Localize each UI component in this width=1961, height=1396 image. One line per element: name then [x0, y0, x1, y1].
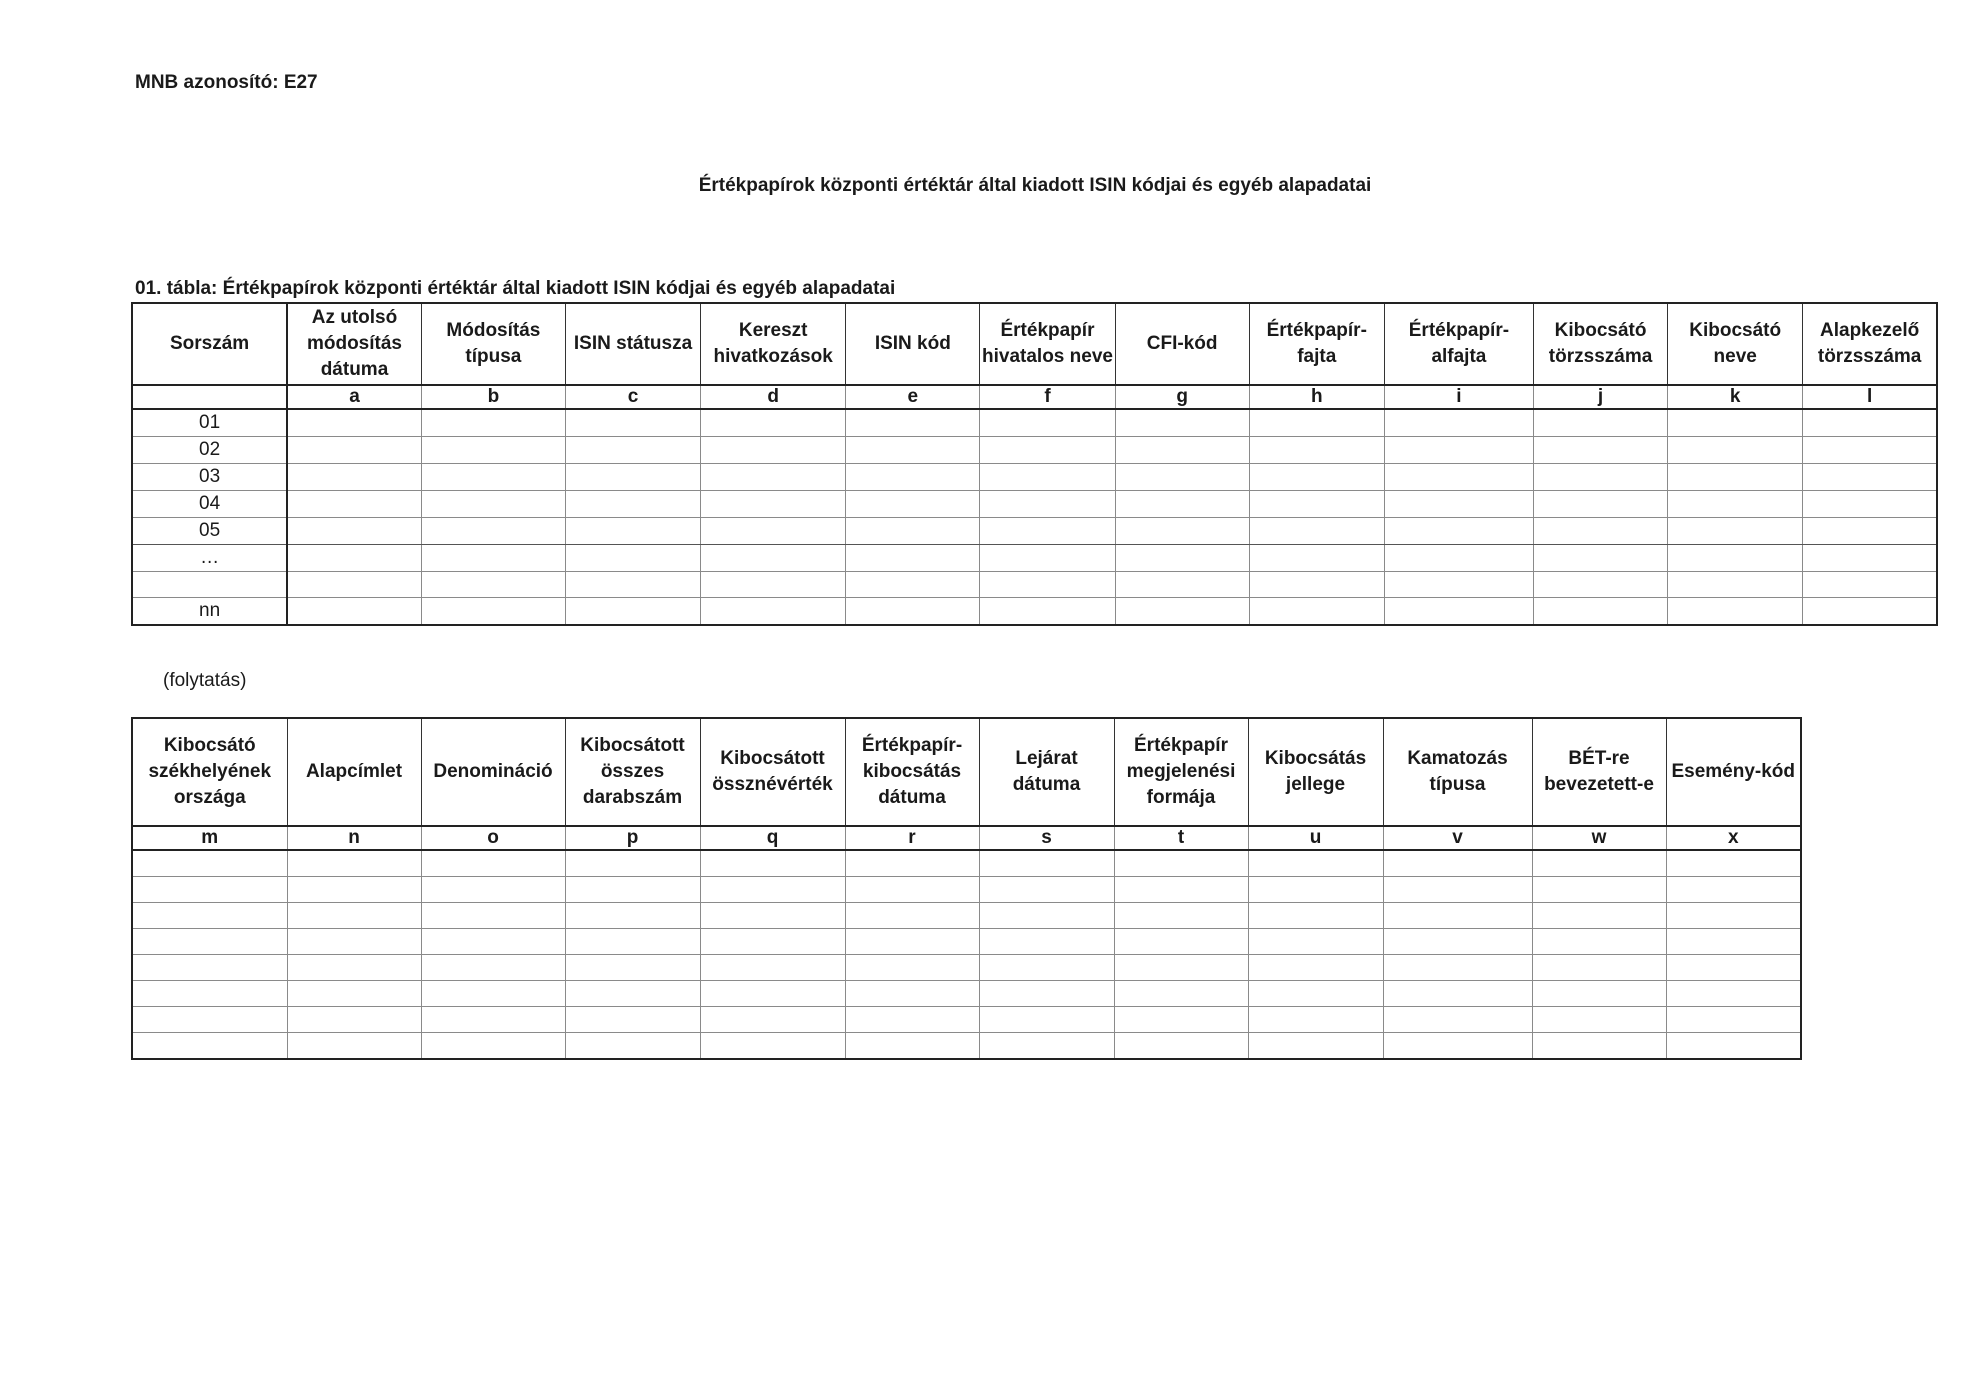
table2-cell-r[interactable] — [845, 955, 979, 981]
sorszam-code-cell — [132, 385, 287, 409]
table2-cell-o[interactable] — [421, 1033, 565, 1060]
table1-cell-g[interactable] — [1115, 437, 1249, 464]
table1-cell-d[interactable] — [701, 545, 846, 572]
table1-cell-l[interactable] — [1803, 572, 1937, 598]
table1-cell-g[interactable] — [1115, 572, 1249, 598]
table2-cell-r[interactable] — [845, 1033, 979, 1060]
table2-cell-u[interactable] — [1248, 1007, 1383, 1033]
table2-col-header-m: Kibocsátó székhelyének országa — [132, 718, 287, 826]
table1-cell-c[interactable] — [565, 409, 700, 437]
row-number: 02 — [132, 437, 287, 464]
table-row — [132, 850, 1801, 877]
table1-cell-e[interactable] — [846, 491, 980, 518]
table2-cell-x[interactable] — [1666, 955, 1801, 981]
table2-cell-t[interactable] — [1114, 850, 1248, 877]
table2-cell-q[interactable] — [700, 903, 845, 929]
table2-col-header-s: Lejárat dátuma — [979, 718, 1114, 826]
table1-cell-i[interactable] — [1384, 464, 1533, 491]
table2-cell-v[interactable] — [1383, 877, 1532, 903]
table2-col-code-v: v — [1383, 826, 1532, 850]
table1-cell-j[interactable] — [1533, 409, 1667, 437]
table1-cell-a[interactable] — [287, 545, 421, 572]
table2-cell-p[interactable] — [565, 1033, 700, 1060]
table2-cell-u[interactable] — [1248, 1033, 1383, 1060]
table1-cell-e[interactable] — [846, 545, 980, 572]
table2-cell-x[interactable] — [1666, 850, 1801, 877]
table1-cell-j[interactable] — [1533, 464, 1667, 491]
table1-cell-d[interactable] — [701, 464, 846, 491]
table2-cell-n[interactable] — [287, 1007, 421, 1033]
table1-cell-j[interactable] — [1533, 598, 1667, 626]
table2-col-code-r: r — [845, 826, 979, 850]
table2-cell-m[interactable] — [132, 877, 287, 903]
table1-cell-k[interactable] — [1668, 545, 1803, 572]
table2-cell-m[interactable] — [132, 981, 287, 1007]
table1-cell-h[interactable] — [1249, 464, 1384, 491]
table1-cell-l[interactable] — [1803, 518, 1937, 545]
table2-cell-n[interactable] — [287, 929, 421, 955]
table1 — [131, 302, 1938, 626]
table2-cell-p[interactable] — [565, 1007, 700, 1033]
table2-cell-v[interactable] — [1383, 955, 1532, 981]
table2-cell-x[interactable] — [1666, 903, 1801, 929]
table1-cell-i[interactable] — [1384, 545, 1533, 572]
table1-cell-a[interactable] — [287, 464, 421, 491]
table2-col-header-p: Kibocsátott összes darabszám — [565, 718, 700, 826]
table1-col-header-c: ISIN státusza — [565, 303, 700, 385]
table2-col-header-v: Kamatozás típusa — [1383, 718, 1532, 826]
row-number: 05 — [132, 518, 287, 545]
table2-cell-t[interactable] — [1114, 929, 1248, 955]
table2-cell-n[interactable] — [287, 903, 421, 929]
table1-cell-h[interactable] — [1249, 598, 1384, 626]
table2-cell-p[interactable] — [565, 981, 700, 1007]
table2-cell-q[interactable] — [700, 929, 845, 955]
table1-cell-k[interactable] — [1668, 437, 1803, 464]
table1-cell-c[interactable] — [565, 518, 700, 545]
continuation-label: (folytatás) — [163, 670, 247, 691]
table2-cell-r[interactable] — [845, 903, 979, 929]
table-row — [132, 929, 1801, 955]
table-row — [132, 409, 1937, 437]
table1-col-header-g: CFI-kód — [1115, 303, 1249, 385]
table1-cell-h[interactable] — [1249, 491, 1384, 518]
table1-cell-k[interactable] — [1668, 572, 1803, 598]
table2-cell-v[interactable] — [1383, 850, 1532, 877]
table-row — [132, 572, 1937, 598]
table1-col-header-j: Kibocsátó törzsszáma — [1533, 303, 1667, 385]
table-row — [132, 545, 1937, 572]
table1-cell-l[interactable] — [1803, 491, 1937, 518]
table1-cell-g[interactable] — [1115, 545, 1249, 572]
table2-cell-w[interactable] — [1532, 955, 1666, 981]
table2-cell-x[interactable] — [1666, 1033, 1801, 1060]
table1-cell-h[interactable] — [1249, 409, 1384, 437]
table2-cell-u[interactable] — [1248, 903, 1383, 929]
table1-cell-j[interactable] — [1533, 518, 1667, 545]
table-row — [132, 903, 1801, 929]
table1-col-code-i: i — [1384, 385, 1533, 409]
table1-col-code-e: e — [846, 385, 980, 409]
table2-col-header-r: Értékpapír-kibocsátás dátuma — [845, 718, 979, 826]
table2-cell-s[interactable] — [979, 1007, 1114, 1033]
table1-cell-f[interactable] — [980, 409, 1115, 437]
table1-col-code-h: h — [1249, 385, 1384, 409]
table1-cell-a[interactable] — [287, 409, 421, 437]
table2-cell-o[interactable] — [421, 929, 565, 955]
table1-cell-d[interactable] — [701, 437, 846, 464]
table2-col-code-m: m — [132, 826, 287, 850]
table-row — [132, 464, 1937, 491]
table2-cell-w[interactable] — [1532, 981, 1666, 1007]
table2-col-code-t: t — [1114, 826, 1248, 850]
table2-cell-x[interactable] — [1666, 929, 1801, 955]
table1-cell-b[interactable] — [421, 464, 565, 491]
table2-cell-s[interactable] — [979, 903, 1114, 929]
table1-col-header-e: ISIN kód — [846, 303, 980, 385]
table2-cell-q[interactable] — [700, 850, 845, 877]
table2-cell-w[interactable] — [1532, 850, 1666, 877]
table2-col-header-w: BÉT-re bevezetett-e — [1532, 718, 1666, 826]
table1-cell-l[interactable] — [1803, 545, 1937, 572]
table2-cell-r[interactable] — [845, 850, 979, 877]
table2-cell-t[interactable] — [1114, 903, 1248, 929]
table2-col-code-w: w — [1532, 826, 1666, 850]
table1-cell-f[interactable] — [980, 518, 1115, 545]
table1-cell-f[interactable] — [980, 464, 1115, 491]
table1-cell-b[interactable] — [421, 572, 565, 598]
table1-cell-b[interactable] — [421, 491, 565, 518]
table1-cell-f[interactable] — [980, 437, 1115, 464]
table1-cell-c[interactable] — [565, 437, 700, 464]
table2-cell-v[interactable] — [1383, 1007, 1532, 1033]
table2-cell-q[interactable] — [700, 981, 845, 1007]
table1-col-header-d: Kereszt hivatkozások — [701, 303, 846, 385]
table1-cell-c[interactable] — [565, 572, 700, 598]
table2-cell-s[interactable] — [979, 981, 1114, 1007]
table1-col-code-b: b — [421, 385, 565, 409]
table1-col-header-h: Értékpapír-fajta — [1249, 303, 1384, 385]
table2-cell-u[interactable] — [1248, 877, 1383, 903]
table1-cell-i[interactable] — [1384, 572, 1533, 598]
table2-cell-m[interactable] — [132, 1007, 287, 1033]
table2-cell-m[interactable] — [132, 903, 287, 929]
table2-col-header-x: Esemény-kód — [1666, 718, 1801, 826]
table1-cell-a[interactable] — [287, 572, 421, 598]
table2-cell-x[interactable] — [1666, 981, 1801, 1007]
sorszam-header: Sorszám — [132, 303, 287, 385]
table2-cell-w[interactable] — [1532, 877, 1666, 903]
table1-caption: 01. tábla: Értékpapírok központi értéktár által kiadott ISIN kódjai és egyéb alapadatai — [135, 278, 896, 299]
table1-cell-l[interactable] — [1803, 464, 1937, 491]
table1-col-code-k: k — [1668, 385, 1803, 409]
table2-cell-n[interactable] — [287, 877, 421, 903]
table2-col-header-o: Denomináció — [421, 718, 565, 826]
row-number: 03 — [132, 464, 287, 491]
table2-cell-u[interactable] — [1248, 929, 1383, 955]
table2-cell-p[interactable] — [565, 903, 700, 929]
table1-cell-l[interactable] — [1803, 409, 1937, 437]
row-number: … — [132, 545, 287, 572]
table-row — [132, 1033, 1801, 1060]
table1-col-header-k: Kibocsátó neve — [1668, 303, 1803, 385]
table2-cell-o[interactable] — [421, 955, 565, 981]
table2-cell-r[interactable] — [845, 877, 979, 903]
table2-cell-m[interactable] — [132, 929, 287, 955]
table1-cell-b[interactable] — [421, 545, 565, 572]
table1-col-header-b: Módosítás típusa — [421, 303, 565, 385]
table1-cell-c[interactable] — [565, 491, 700, 518]
table2-cell-t[interactable] — [1114, 981, 1248, 1007]
table-row — [132, 491, 1937, 518]
table1-cell-d[interactable] — [701, 572, 846, 598]
table2-cell-o[interactable] — [421, 981, 565, 1007]
table2-cell-o[interactable] — [421, 903, 565, 929]
table1-col-header-l: Alapkezelő törzsszáma — [1803, 303, 1937, 385]
table1-cell-k[interactable] — [1668, 491, 1803, 518]
table1-cell-l[interactable] — [1803, 437, 1937, 464]
table1-cell-a[interactable] — [287, 491, 421, 518]
table1-cell-l[interactable] — [1803, 598, 1937, 626]
table1-cell-j[interactable] — [1533, 491, 1667, 518]
table2-cell-m[interactable] — [132, 1033, 287, 1060]
table1-col-code-j: j — [1533, 385, 1667, 409]
table1-cell-c[interactable] — [565, 598, 700, 626]
table-row — [132, 1007, 1801, 1033]
table2-col-code-o: o — [421, 826, 565, 850]
table2-cell-s[interactable] — [979, 877, 1114, 903]
table1-col-header-i: Értékpapír-alfajta — [1384, 303, 1533, 385]
table2-cell-p[interactable] — [565, 850, 700, 877]
table2-cell-s[interactable] — [979, 929, 1114, 955]
table1-cell-j[interactable] — [1533, 437, 1667, 464]
table2-cell-q[interactable] — [700, 1033, 845, 1060]
table1-cell-c[interactable] — [565, 545, 700, 572]
table1-cell-h[interactable] — [1249, 545, 1384, 572]
table1-cell-b[interactable] — [421, 409, 565, 437]
table2-cell-p[interactable] — [565, 955, 700, 981]
table1-cell-i[interactable] — [1384, 598, 1533, 626]
table1-cell-a[interactable] — [287, 518, 421, 545]
table1-cell-g[interactable] — [1115, 598, 1249, 626]
table1-cell-e[interactable] — [846, 598, 980, 626]
table1-cell-d[interactable] — [701, 598, 846, 626]
table1-col-code-d: d — [701, 385, 846, 409]
table1-cell-e[interactable] — [846, 572, 980, 598]
table2-cell-q[interactable] — [700, 955, 845, 981]
table2-cell-w[interactable] — [1532, 903, 1666, 929]
table2-col-code-x: x — [1666, 826, 1801, 850]
row-number: 01 — [132, 409, 287, 437]
table2-cell-x[interactable] — [1666, 1007, 1801, 1033]
table1-cell-f[interactable] — [980, 572, 1115, 598]
table2-col-code-n: n — [287, 826, 421, 850]
table2-cell-v[interactable] — [1383, 929, 1532, 955]
table1-cell-j[interactable] — [1533, 545, 1667, 572]
table-row — [132, 437, 1937, 464]
table1-cell-a[interactable] — [287, 598, 421, 626]
table2 — [131, 717, 1802, 1060]
table1-cell-f[interactable] — [980, 598, 1115, 626]
table2-cell-o[interactable] — [421, 1007, 565, 1033]
table2-cell-o[interactable] — [421, 850, 565, 877]
table2-col-code-q: q — [700, 826, 845, 850]
table1-cell-b[interactable] — [421, 437, 565, 464]
table1-cell-b[interactable] — [421, 598, 565, 626]
table2-cell-n[interactable] — [287, 981, 421, 1007]
table1-cell-g[interactable] — [1115, 518, 1249, 545]
table2-col-header-q: Kibocsátott össznévérték — [700, 718, 845, 826]
table2-cell-r[interactable] — [845, 1007, 979, 1033]
table2-cell-t[interactable] — [1114, 1033, 1248, 1060]
table1-cell-c[interactable] — [565, 464, 700, 491]
table1-cell-i[interactable] — [1384, 437, 1533, 464]
table2-cell-s[interactable] — [979, 955, 1114, 981]
table2-cell-m[interactable] — [132, 850, 287, 877]
table1-col-code-f: f — [980, 385, 1115, 409]
table2-col-code-p: p — [565, 826, 700, 850]
table2-cell-r[interactable] — [845, 929, 979, 955]
table1-cell-h[interactable] — [1249, 437, 1384, 464]
table2-cell-u[interactable] — [1248, 955, 1383, 981]
table2-cell-q[interactable] — [700, 1007, 845, 1033]
table2-cell-p[interactable] — [565, 877, 700, 903]
table1-col-code-c: c — [565, 385, 700, 409]
table1-cell-k[interactable] — [1668, 518, 1803, 545]
table2-cell-s[interactable] — [979, 850, 1114, 877]
table2-cell-r[interactable] — [845, 981, 979, 1007]
table2-cell-o[interactable] — [421, 877, 565, 903]
table2-cell-u[interactable] — [1248, 981, 1383, 1007]
row-number: nn — [132, 598, 287, 626]
table2-col-code-u: u — [1248, 826, 1383, 850]
table2-cell-m[interactable] — [132, 955, 287, 981]
table1-cell-k[interactable] — [1668, 598, 1803, 626]
table2-cell-q[interactable] — [700, 877, 845, 903]
table2-col-header-u: Kibocsátás jellege — [1248, 718, 1383, 826]
table2-cell-n[interactable] — [287, 850, 421, 877]
table1-col-header-a: Az utolsó módosítás dátuma — [287, 303, 421, 385]
table2-cell-w[interactable] — [1532, 1033, 1666, 1060]
table2-cell-t[interactable] — [1114, 877, 1248, 903]
table2-cell-n[interactable] — [287, 1033, 421, 1060]
table2-cell-v[interactable] — [1383, 981, 1532, 1007]
table1-cell-e[interactable] — [846, 409, 980, 437]
row-number — [132, 572, 287, 598]
table2-col-header-n: Alapcímlet — [287, 718, 421, 826]
table1-cell-i[interactable] — [1384, 518, 1533, 545]
table-row — [132, 598, 1937, 626]
table2-cell-w[interactable] — [1532, 929, 1666, 955]
table1-cell-g[interactable] — [1115, 491, 1249, 518]
table2-cell-p[interactable] — [565, 929, 700, 955]
table1-cell-d[interactable] — [701, 518, 846, 545]
table1-cell-e[interactable] — [846, 518, 980, 545]
table2-cell-u[interactable] — [1248, 850, 1383, 877]
table2-cell-t[interactable] — [1114, 955, 1248, 981]
mnb-identifier: MNB azonosító: E27 — [135, 72, 318, 93]
table1-cell-k[interactable] — [1668, 464, 1803, 491]
table1-col-header-f: Értékpapír hivatalos neve — [980, 303, 1115, 385]
table1-cell-h[interactable] — [1249, 518, 1384, 545]
table-row — [132, 981, 1801, 1007]
table-row — [132, 877, 1801, 903]
table1-cell-k[interactable] — [1668, 409, 1803, 437]
table-row — [132, 955, 1801, 981]
table1-cell-b[interactable] — [421, 518, 565, 545]
table1-cell-j[interactable] — [1533, 572, 1667, 598]
table1-cell-g[interactable] — [1115, 464, 1249, 491]
table2-cell-s[interactable] — [979, 1033, 1114, 1060]
table1-cell-e[interactable] — [846, 437, 980, 464]
table1-cell-h[interactable] — [1249, 572, 1384, 598]
table2-cell-w[interactable] — [1532, 1007, 1666, 1033]
table1-cell-d[interactable] — [701, 491, 846, 518]
table1-col-code-a: a — [287, 385, 421, 409]
table1-cell-i[interactable] — [1384, 409, 1533, 437]
table2-cell-v[interactable] — [1383, 1033, 1532, 1060]
table1-cell-i[interactable] — [1384, 491, 1533, 518]
table1-cell-f[interactable] — [980, 491, 1115, 518]
table1-col-code-l: l — [1803, 385, 1937, 409]
table1-cell-g[interactable] — [1115, 409, 1249, 437]
table1-cell-f[interactable] — [980, 545, 1115, 572]
table2-cell-v[interactable] — [1383, 903, 1532, 929]
table2-cell-n[interactable] — [287, 955, 421, 981]
table1-cell-d[interactable] — [701, 409, 846, 437]
table-row — [132, 518, 1937, 545]
table2-cell-x[interactable] — [1666, 877, 1801, 903]
table2-col-header-t: Értékpapír megjelenési formája — [1114, 718, 1248, 826]
document-title: Értékpapírok központi értéktár által kiadott ISIN kódjai és egyéb alapadatai — [698, 175, 1372, 196]
table2-col-code-s: s — [979, 826, 1114, 850]
table2-cell-t[interactable] — [1114, 1007, 1248, 1033]
table1-cell-a[interactable] — [287, 437, 421, 464]
table1-cell-e[interactable] — [846, 464, 980, 491]
table1-col-code-g: g — [1115, 385, 1249, 409]
row-number: 04 — [132, 491, 287, 518]
